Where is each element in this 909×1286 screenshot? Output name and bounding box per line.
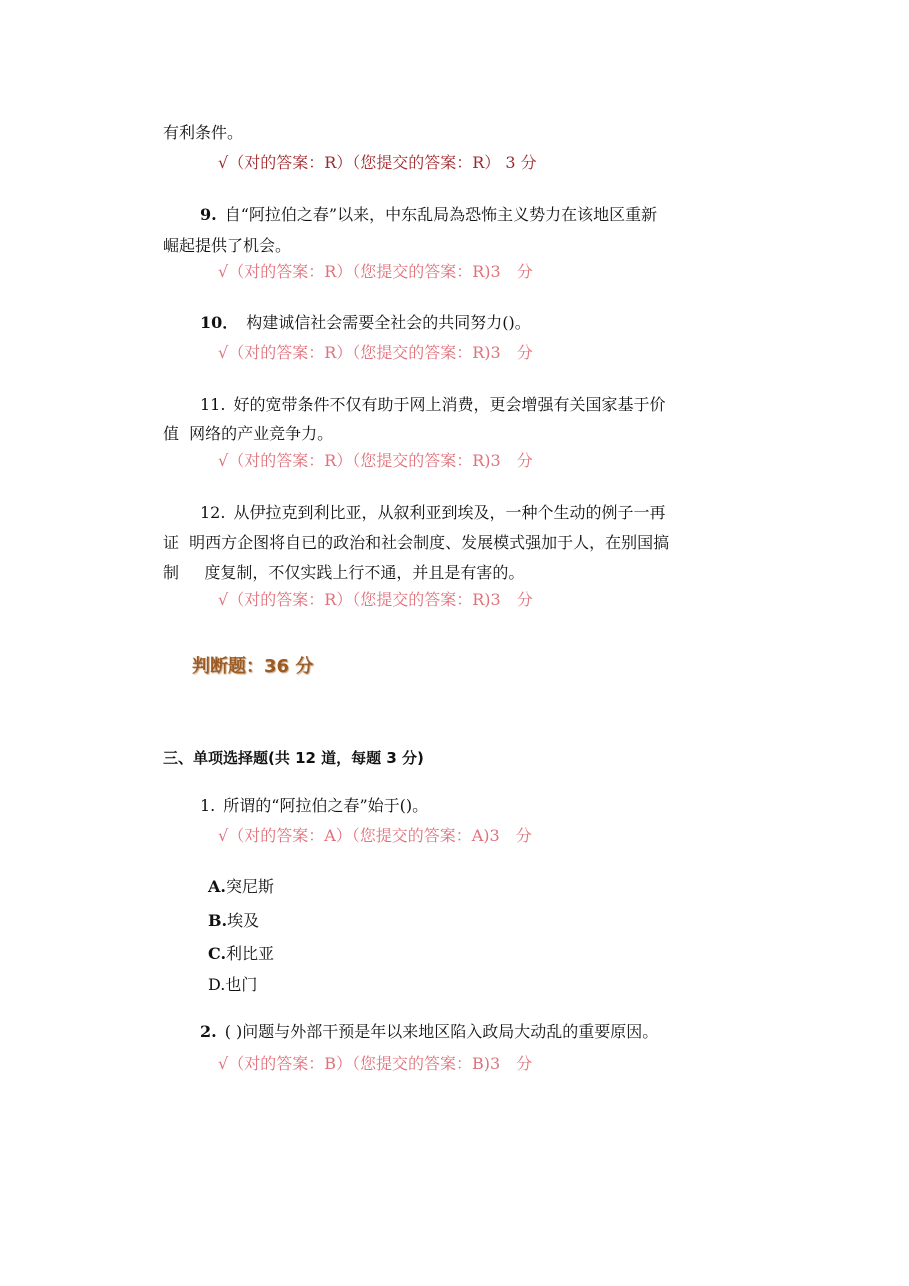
q8-tail-text: 有利条件。 xyxy=(163,123,244,142)
q11-number: 11. xyxy=(200,395,226,414)
s1-option-c xyxy=(208,944,274,964)
q12-line1 xyxy=(200,503,665,523)
q10-number: 10． xyxy=(200,313,239,332)
s1-option-d xyxy=(208,975,257,995)
q11-line1 xyxy=(200,395,665,415)
q11-answer: √（对的答案：R）（您提交的答案：R)3 分 xyxy=(218,451,533,470)
q12-line2: 证 明西方企图将自已的政治和社会制度、发展模式强加于人，在别国搞 xyxy=(163,533,670,552)
q11-line2: 值 网络的产业竞争力。 xyxy=(163,424,334,443)
s1-number: 1. xyxy=(200,796,216,815)
option-letter: A. xyxy=(208,877,226,896)
q12-line3: 制 度复制，不仅实践上行不通，并且是有害的。 xyxy=(163,563,525,582)
s1-text-1: 所谓的“阿拉伯之春”始于()。 xyxy=(223,796,429,815)
judge-section-title: 判断题：36 分 xyxy=(192,656,314,677)
s2-line1 xyxy=(200,1022,658,1042)
s1-line1 xyxy=(200,796,428,816)
q8-answer: √（对的答案：R）（您提交的答案：R） 3 分 xyxy=(218,153,537,172)
s1-option-b xyxy=(208,911,259,931)
q9-line2: 崛起提供了机会。 xyxy=(163,236,292,255)
section3-title: 三、单项选择题(共 12 道，每题 3 分) xyxy=(163,749,424,767)
s2-text-1: ( )问题与外部干预是年以来地区陷入政局大动乱的重要原因。 xyxy=(224,1022,659,1041)
s2-number: 2. xyxy=(200,1022,217,1041)
q10-text-1: 构建诚信社会需要全社会的共同努力()。 xyxy=(246,313,531,332)
s1-option-a xyxy=(208,877,274,897)
q12-number: 12. xyxy=(200,503,226,522)
q12-text-1: 从伊拉克到利比亚，从叙利亚到埃及，一种个生动的例子一再 xyxy=(233,503,666,522)
option-text: 也门 xyxy=(225,975,258,994)
q9-answer: √（对的答案：R）（您提交的答案：R)3 分 xyxy=(218,262,533,281)
q9-line1 xyxy=(200,205,657,225)
q9-text-1: 自“阿拉伯之春”以来，中东乱局為恐怖主义势力在该地区重新 xyxy=(224,205,658,224)
option-letter: B. xyxy=(208,911,228,930)
option-letter: C. xyxy=(208,944,227,963)
option-letter: D. xyxy=(208,975,226,994)
option-text: 利比亚 xyxy=(226,944,275,963)
q12-answer: √（对的答案：R）（您提交的答案：R)3 分 xyxy=(218,590,533,609)
q11-text-1: 好的宽带条件不仅有助于网上消费，更会增强有关国家基于价 xyxy=(233,395,666,414)
option-text: 突尼斯 xyxy=(225,877,274,896)
q10-line1 xyxy=(200,313,531,333)
q10-answer: √（对的答案：R）（您提交的答案：R)3 分 xyxy=(218,343,533,362)
s1-answer: √（对的答案：A）（您提交的答案：A)3 分 xyxy=(218,826,532,845)
option-text: 埃及 xyxy=(227,911,260,930)
s2-answer: √（对的答案：B）（您提交的答案：B)3 分 xyxy=(218,1054,533,1073)
q9-number: 9. xyxy=(200,205,217,224)
